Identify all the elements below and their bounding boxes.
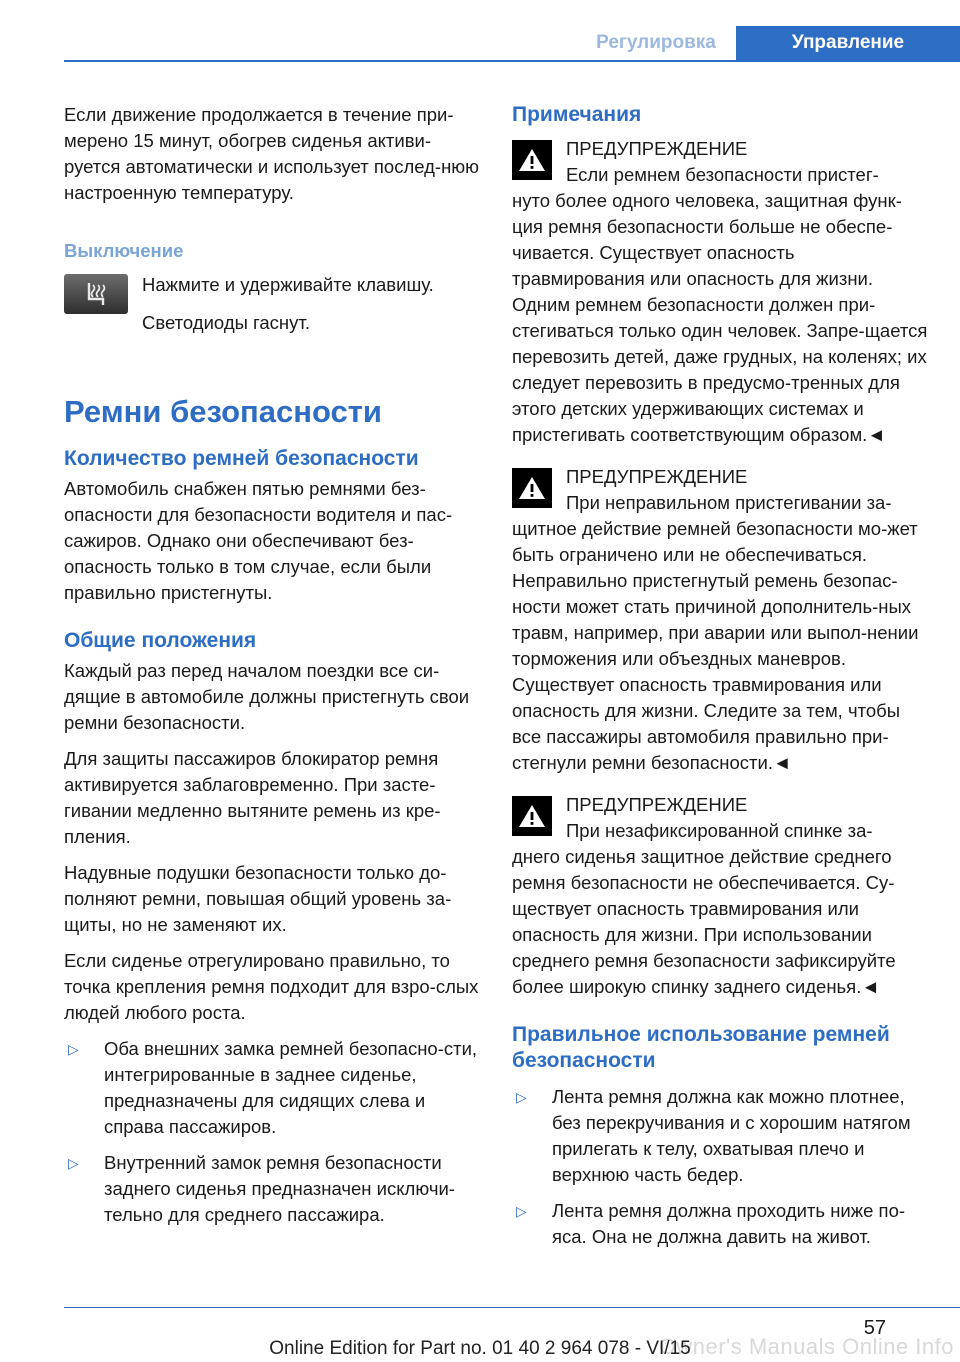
- warning-label: ПРЕДУПРЕЖДЕНИЕ: [566, 138, 748, 159]
- switch-off-instruction: Нажмите и удерживайте клавишу.: [142, 274, 434, 295]
- header-tab-adjustments: Регулировка: [576, 26, 736, 60]
- warning-first-line: При неправильном пристегивании за‐: [566, 492, 892, 513]
- switch-off-block: [64, 272, 482, 348]
- list-item-text: Внутренний замок ремня безопасности заднего сиденья предназначен исключи‐тельно для среднего пассажира.: [104, 1152, 455, 1225]
- list-item-text: Оба внешних замка ремней безопасно‐сти, интегрированные в заднее сиденье, предназначены для сидящих слева и справа пассажиров.: [104, 1038, 478, 1137]
- belt-count-paragraph: Автомобиль снабжен пятью ремнями без‐опасности для безопасности водителя и пас‐сажиров. Однако они обеспечивают без‐опасность только в том случае, если были правильно пристегнуты.: [64, 478, 453, 603]
- warning-block-2: [512, 464, 932, 776]
- triangle-bullet-icon: ▷: [68, 1155, 79, 1171]
- warning-label: ПРЕДУПРЕЖДЕНИЕ: [566, 466, 748, 487]
- notes-heading: Примечания: [512, 103, 642, 126]
- usage-list: [512, 1084, 932, 1250]
- right-column: [512, 102, 932, 1260]
- section-title: Ремни безопасности: [64, 394, 382, 429]
- footer-rule: [64, 1307, 960, 1308]
- warning-first-line: При незафиксированной спинке за‐: [566, 820, 873, 841]
- warning-text: нуто более одного человека, защитная функ‐ция ремня безопасности больше не обеспе‐чивается. Существует опасность травмирования или опасность для жизни. Одним ремнем безопасности должен при‐стегиваться только один человек. Запре‐щается перевозить детей, даже грудных, на коленях; их следует перевозить в предусмо‐тренных для этого детских удерживающих системах и пристегивать соответствующим образом.◄: [512, 190, 928, 445]
- warning-triangle-icon: [512, 468, 552, 508]
- seat-heating-button-icon: [64, 274, 128, 314]
- general-paragraph-1: Каждый раз перед началом поездки все си‐дящие в автомобиле должны пристегнуть свои ремни безопасности.: [64, 660, 470, 733]
- triangle-bullet-icon: ▷: [516, 1089, 527, 1105]
- triangle-bullet-icon: ▷: [68, 1041, 79, 1057]
- header-tab-controls: Управление: [736, 26, 960, 60]
- general-paragraph-2: Для защиты пассажиров блокиратор ремня активируется заблаговременно. При засте‐гивании медленно вытяните ремень из кре‐пления.: [64, 748, 441, 847]
- list-item: [64, 1150, 482, 1228]
- header-rule: [64, 60, 960, 62]
- warning-triangle-icon: [512, 140, 552, 180]
- warning-block-3: [512, 792, 932, 1000]
- intro-paragraph: Если движение продолжается в течение при‐мерено 15 минут, обогрев сиденья активи‐руется автоматически и использует послед‐нюю настроенную температуру.: [64, 104, 480, 203]
- list-item: [64, 1036, 482, 1140]
- general-paragraph-3: Надувные подушки безопасности только до‐полняют ремни, повышая общий уровень за‐щиты, но не заменяют их.: [64, 862, 452, 935]
- triangle-bullet-icon: ▷: [516, 1203, 527, 1219]
- buckle-list: [64, 1036, 482, 1228]
- list-item: [512, 1198, 932, 1250]
- left-column: [64, 102, 482, 1238]
- list-item-text: Лента ремня должна проходить ниже по‐яса. Она не должна давить на живот.: [552, 1200, 906, 1247]
- correct-usage-heading: Правильное использование ремней безопасности: [512, 1023, 890, 1072]
- general-heading: Общие положения: [64, 629, 257, 652]
- warning-text: щитное действие ремней безопасности мо‐жет быть ограничено или не обеспечиваться. Неправильно пристегнутый ремень безопас‐ности может стать причиной дополнитель‐ных травм, например, при аварии или выпол‐нении торможения или объездных маневров. Существует опасность травмирования или опасность для жизни. Следите за тем, чтобы все пассажиры автомобиля правильно при‐стегнули ремни безопасности.◄: [512, 518, 919, 773]
- page-number: 57: [863, 1317, 886, 1339]
- warning-triangle-icon: [512, 796, 552, 836]
- edition-line: Online Edition for Part no. 01 40 2 964 078 - VI/15: [269, 1338, 691, 1359]
- switch-off-heading: Выключение: [64, 240, 184, 261]
- watermark: Owner's Manuals Online Info: [658, 1334, 954, 1359]
- warning-label: ПРЕДУПРЕЖДЕНИЕ: [566, 794, 748, 815]
- general-paragraph-4: Если сиденье отрегулировано правильно, то точка крепления ремня подходит для взро‐слых людей любого роста.: [64, 950, 479, 1023]
- warning-first-line: Если ремнем безопасности пристег‐: [566, 164, 879, 185]
- belt-count-heading: Количество ремней безопасности: [64, 447, 419, 470]
- warning-text: днего сиденья защитное действие среднего ремня безопасности не обеспечивается. Су‐ществует опасность травмирования или опасность для жизни. При использовании среднего ремня безопасности зафиксируйте более широкую спинку заднего сиденья.◄: [512, 846, 896, 997]
- list-item-text: Лента ремня должна как можно плотнее, без перекручивания и с хорошим натягом прилегать к телу, охватывая плечо и верхнюю часть бедер.: [552, 1086, 911, 1185]
- warning-block-1: [512, 136, 932, 448]
- switch-off-result: Светодиоды гаснут.: [142, 312, 310, 333]
- list-item: [512, 1084, 932, 1188]
